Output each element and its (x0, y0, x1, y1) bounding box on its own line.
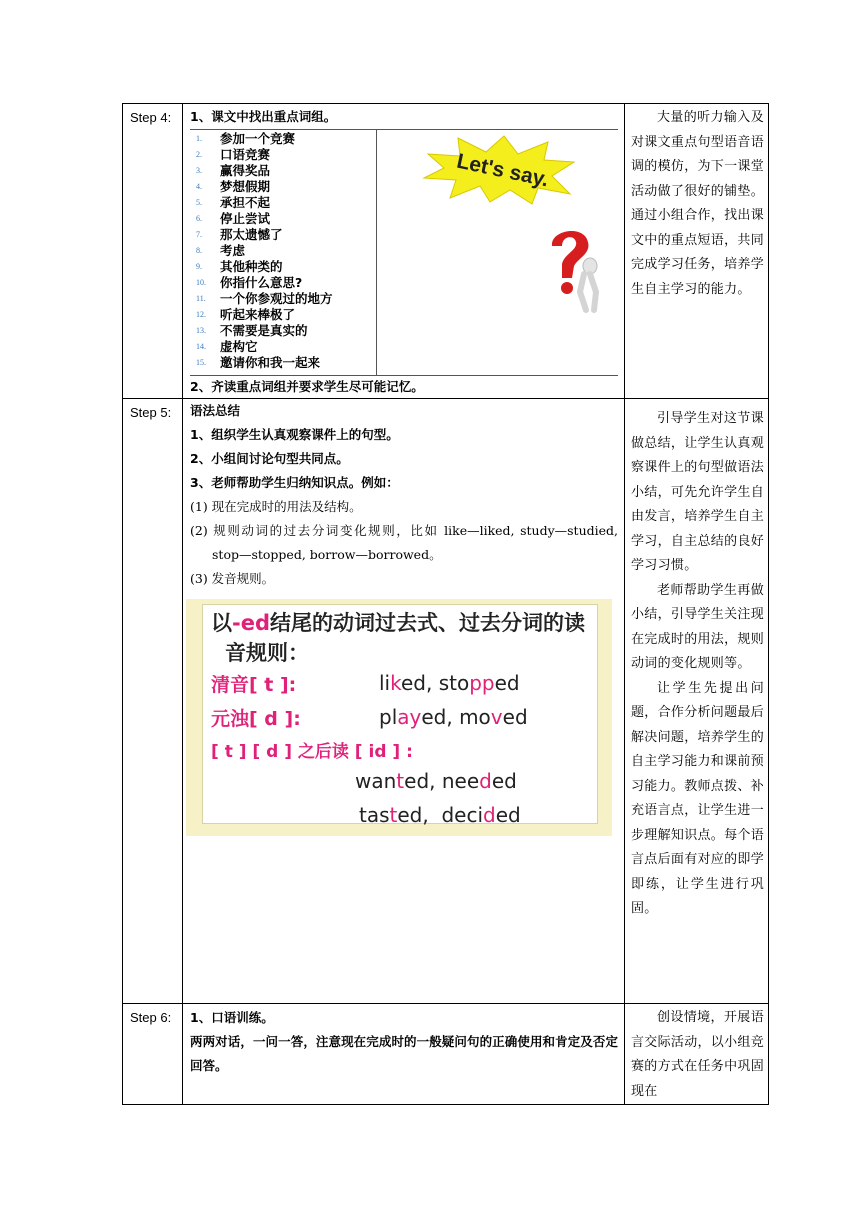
phrase-text: 考虑 (220, 243, 246, 258)
phrase-number: 5. (196, 198, 202, 207)
lets-say-badge (420, 134, 580, 206)
phrase-item (196, 339, 333, 355)
phrase-text: 口语竞赛 (220, 147, 271, 162)
step4-note (625, 104, 769, 399)
phrase-box (190, 129, 618, 376)
phrase-text: 邀请你和我一起来 (220, 355, 321, 370)
phrase-number: 13. (196, 326, 206, 335)
step5-note (625, 399, 769, 1004)
phrase-text: 停止尝试 (220, 211, 271, 226)
step5-line1: 1、组织学生认真观察课件上的句型。 (190, 427, 399, 442)
phrase-text: 一个你参观过的地方 (220, 291, 333, 306)
step4-row (123, 104, 769, 399)
step4-label: Step 4: (123, 104, 183, 399)
step5-row (123, 399, 769, 1004)
phrase-number: 2. (196, 150, 202, 159)
phrase-item (196, 131, 333, 147)
rule3-words2: tasted, decided (359, 803, 521, 827)
phrase-item (196, 259, 333, 275)
phrase-number: 4. (196, 182, 202, 191)
phrase-item (196, 147, 333, 163)
step6-label: Step 6: (123, 1004, 183, 1105)
rules-title-line2: 音规则： (225, 641, 309, 665)
phrase-item (196, 291, 333, 307)
phrase-list (196, 131, 333, 371)
pronunciation-rules-image (186, 599, 612, 836)
phrase-box-divider (376, 130, 377, 375)
rules-title: 以-ed结尾的动词过去式、过去分词的读 (211, 611, 585, 635)
step6-heading: 1、口语训练。 (190, 1010, 274, 1025)
phrase-item (196, 243, 333, 259)
phrase-item (196, 195, 333, 211)
phrase-text: 不需要是真实的 (220, 323, 308, 338)
phrase-number: 15. (196, 358, 206, 367)
phrase-item (196, 227, 333, 243)
phrase-number: 11. (196, 294, 206, 303)
phrase-text: 其他种类的 (220, 259, 283, 274)
step5-note-p2: 老师帮助学生再做小结，引导学生关注现在完成时的用法，规则动词的变化规则等。 (631, 582, 765, 671)
phrase-number: 7. (196, 230, 202, 239)
question-mark-person-icon (540, 222, 606, 314)
phrase-text: 梦想假期 (220, 179, 271, 194)
phrase-item (196, 323, 333, 339)
phrase-text: 赢得奖品 (220, 163, 271, 178)
phrase-item (196, 163, 333, 179)
step5-line2: 2、小组间讨论句型共同点。 (190, 451, 349, 466)
step6-text: 两两对话，一问一答，注意现在完成时的一般疑问句的正确使用和肯定及否定回答。 (190, 1034, 618, 1073)
phrase-text: 你指什么意思? (220, 275, 303, 290)
lets-say-text: Let's say. (454, 149, 551, 192)
phrase-text: 参加一个竞赛 (220, 131, 296, 146)
phrase-number: 6. (196, 214, 202, 223)
step5-heading: 语法总结 (190, 403, 241, 418)
phrase-text: 虚构它 (220, 339, 258, 354)
phrase-number: 8. (196, 246, 202, 255)
pronunciation-rules-card (202, 604, 598, 827)
step4-note-p1: 大量的听力输入及对课文重点句型语音语调的模仿，为下一课堂活动做了很好的铺垫。通过小组合作，找出课文中的重点短语，共同完成学习任务，培养学生自主学习的能力。 (631, 110, 765, 297)
step5-line6: (3) 发音规则。 (190, 571, 275, 586)
step6-row (123, 1004, 769, 1105)
phrase-number: 10. (196, 278, 206, 287)
step5-line3: 3、老师帮助学生归纳知识点。例如： (190, 475, 399, 490)
step5-label: Step 5: (123, 399, 183, 1004)
step4-heading: 1、课文中找出重点词组。 (190, 109, 337, 124)
lesson-plan-table (122, 103, 769, 1105)
phrase-number: 14. (196, 342, 206, 351)
phrase-number: 9. (196, 262, 202, 271)
phrase-item (196, 211, 333, 227)
step6-note (625, 1004, 769, 1105)
rule2-label: 元浊[ d ]: (211, 708, 301, 730)
rule3-words1: wanted, needed (355, 769, 517, 793)
step6-content (183, 1004, 625, 1105)
phrase-number: 1. (196, 134, 202, 143)
phrase-number: 3. (196, 166, 202, 175)
step5-content (183, 399, 625, 1004)
rule2-words: played, moved (379, 705, 528, 729)
phrase-item (196, 275, 333, 291)
phrase-text: 承担不起 (220, 195, 271, 210)
step4-content (183, 104, 625, 399)
rule1-words: liked, stopped (379, 671, 520, 695)
step6-note-p1: 创设情境，开展语言交际活动，以小组竞赛的方式在任务中巩固现在 (631, 1010, 765, 1099)
phrase-item (196, 307, 333, 323)
step4-footer: 2、齐读重点词组并要求学生尽可能记忆。 (190, 379, 424, 394)
step5-note-p3: 让学生先提出问题，合作分析问题最后解决问题，培养学生的自主学习能力和课前预习能力。教师点拨、补充语言点，让学生进一步理解知识点。每个语言点后面有对应的即学即练，让学生进行巩固。 (631, 680, 765, 916)
phrase-text: 听起来棒极了 (220, 307, 296, 322)
phrase-item (196, 355, 333, 371)
step5-line4: (1) 现在完成时的用法及结构。 (190, 499, 362, 514)
phrase-number: 12. (196, 310, 206, 319)
rule3-label: [ t ] [ d ] 之后读 [ id ] : (211, 742, 413, 762)
step5-line5: (2) 规则动词的过去分词变化规则，比如 like—liked, study—studied, stop—stopped, borrow—borrowed。 (190, 523, 618, 562)
step5-note-p1: 引导学生对这节课做总结，让学生认真观察课件上的句型做语法小结，可先允许学生自由发言，培养学生自主学习，自主总结的良好学习习惯。 (631, 411, 765, 573)
phrase-text: 那太遗憾了 (220, 227, 283, 242)
rule1-label: 清音[ t ]: (211, 674, 297, 696)
phrase-item (196, 179, 333, 195)
